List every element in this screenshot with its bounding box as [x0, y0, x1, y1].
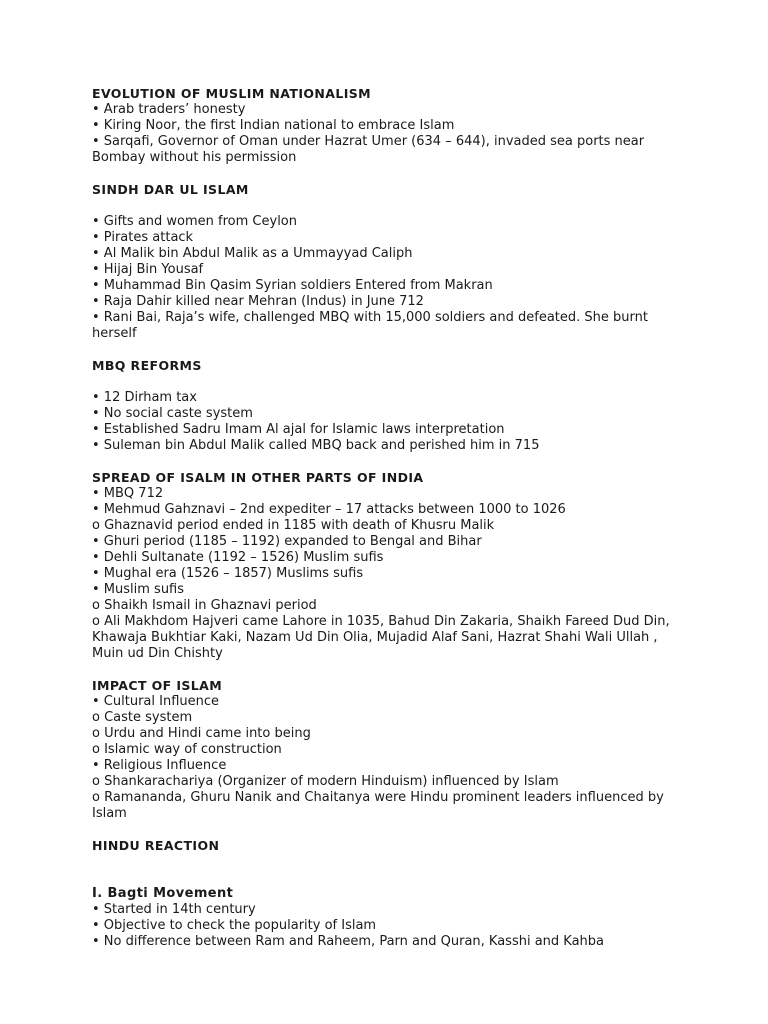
document-section — [92, 86, 692, 166]
bullet-line: • Muhammad Bin Qasim Syrian soldiers Entered from Makran — [92, 278, 493, 293]
bullet-line: • Mughal era (1526 – 1857) Muslims sufis — [92, 566, 364, 581]
bullet-line: • Muslim sufis — [92, 582, 185, 597]
bullet-line: • Cultural Influence — [92, 694, 220, 709]
bullet-line: • Suleman bin Abdul Malik called MBQ back and perished him in 715 — [92, 438, 540, 453]
bullet-line: • MBQ 712 — [92, 486, 164, 501]
bullet-line: • No difference between Ram and Raheem, Parn and Quran, Kasshi and Kahba — [92, 934, 605, 949]
bullet-line: o Shankarachariya (Organizer of modern Hinduism) influenced by Islam — [92, 774, 559, 789]
section-heading: I. Bagti Movement — [92, 886, 234, 901]
document-section — [92, 182, 692, 342]
bullet-line: • Hijaj Bin Yousaf — [92, 262, 204, 277]
bullet-line: • Rani Bai, Raja’s wife, challenged MBQ with 15,000 soldiers and defeated. She burnt herself — [92, 310, 648, 341]
bullet-line: o Ramananda, Ghuru Nanik and Chaitanya were Hindu prominent leaders influenced by Islam — [92, 790, 664, 821]
bullet-line: o Islamic way of construction — [92, 742, 282, 757]
bullet-line: • Al Malik bin Abdul Malik as a Ummayyad Caliph — [92, 246, 413, 261]
bullet-line: • Raja Dahir killed near Mehran (Indus) in June 712 — [92, 294, 424, 309]
section-heading: IMPACT OF ISLAM — [92, 678, 223, 693]
document-section — [92, 886, 692, 950]
bullet-line: • Pirates attack — [92, 230, 194, 245]
bullet-line: • Started in 14th century — [92, 902, 256, 917]
bullet-line: • Mehmud Gahznavi – 2nd expediter – 17 attacks between 1000 to 1026 — [92, 502, 566, 517]
bullet-line: o Urdu and Hindi came into being — [92, 726, 311, 741]
bullet-line: • Religious Influence — [92, 758, 227, 773]
section-heading: SPREAD OF ISALM IN OTHER PARTS OF INDIA — [92, 470, 424, 485]
section-heading: EVOLUTION OF MUSLIM NATIONALISM — [92, 86, 371, 101]
document-section — [92, 838, 692, 870]
bullet-line: • Sarqafi, Governor of Oman under Hazrat Umer (634 – 644), invaded sea ports near Bombay without his permission — [92, 134, 645, 165]
bullet-line: • Gifts and women from Ceylon — [92, 214, 298, 229]
bullet-line: o Caste system — [92, 710, 193, 725]
bullet-line: • Dehli Sultanate (1192 – 1526) Muslim sufis — [92, 550, 384, 565]
bullet-line: • Kiring Noor, the first Indian national to embrace Islam — [92, 118, 455, 133]
bullet-line: • Objective to check the popularity of Islam — [92, 918, 377, 933]
document-section — [92, 358, 692, 454]
bullet-line: o Ghaznavid period ended in 1185 with death of Khusru Malik — [92, 518, 495, 533]
section-heading: MBQ REFORMS — [92, 358, 202, 373]
bullet-line: o Ali Makhdom Hajveri came Lahore in 1035, Bahud Din Zakaria, Shaikh Fareed Dud Din, Khawaja Bukhtiar Kaki, Nazam Ud Din Olia, Mujadid Alaf Sani, Hazrat Shahi Wali Ullah , Muin ud Din Chishty — [92, 614, 670, 661]
bullet-line: • Established Sadru Imam Al ajal for Islamic laws interpretation — [92, 422, 505, 437]
bullet-line: o Shaikh Ismail in Ghaznavi period — [92, 598, 317, 613]
document-body — [92, 86, 692, 950]
section-heading: SINDH DAR UL ISLAM — [92, 182, 249, 197]
bullet-line: • No social caste system — [92, 406, 253, 421]
bullet-line: • Arab traders’ honesty — [92, 102, 246, 117]
bullet-line: • Ghuri period (1185 – 1192) expanded to Bengal and Bihar — [92, 534, 482, 549]
bullet-line: • 12 Dirham tax — [92, 390, 197, 405]
document-section — [92, 678, 692, 822]
section-heading: HINDU REACTION — [92, 838, 220, 853]
document-section — [92, 470, 692, 662]
